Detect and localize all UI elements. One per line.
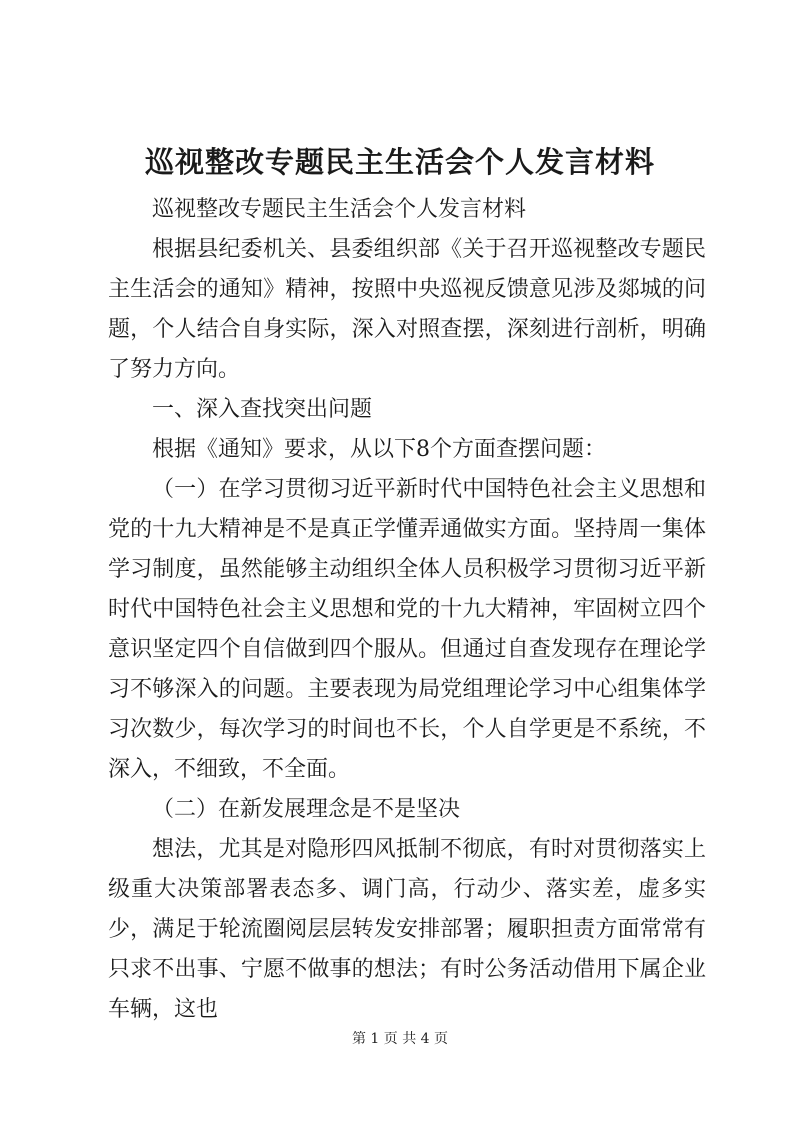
paragraph-item-2: （二）在新发展理念是不是坚决 — [152, 797, 461, 822]
paragraph-intro: 根据县纪委机关、县委组织部《关于召开巡视整改专题民主生活会的通知》精神，按照中央巡视反馈意见涉及郯城的问题，个人结合自身实际，深入对照查摆，深刻进行剖析，明确了努力方向。 — [108, 237, 706, 382]
page-number-footer: 第 1 页 共 4 页 — [351, 1031, 449, 1047]
document-body — [108, 190, 706, 1030]
document-title: 巡视整改专题民主生活会个人发言材料 — [144, 145, 655, 179]
paragraph-continuation: 想法，尤其是对隐形四风抵制不彻底，有时对贯彻落实上级重大决策部署表态多、调门高，行动少、落实差，虚多实少，满足于轮流圈阅层层转发安排部署；履职担责方面常常有只求不出事、宁愿不做事的想法；有时公务活动借用下属企业车辆，这也 — [108, 837, 706, 1022]
paragraph-requirement: 根据《通知》要求，从以下8个方面查摆问题： — [152, 437, 606, 462]
paragraph-subtitle: 巡视整改专题民主生活会个人发言材料 — [152, 197, 527, 222]
section-heading-1: 一、深入查找突出问题 — [152, 397, 373, 422]
paragraph-item-1: （一）在学习贯彻习近平新时代中国特色社会主义思想和党的十九大精神是不是真正学懂弄通做实方面。坚持周一集体学习制度，虽然能够主动组织全体人员积极学习贯彻习近平新时代中国特色社会主义思想和党的十九大精神，牢固树立四个意识坚定四个自信做到四个服从。但通过自查发现存在理论学习不够深入的问题。主要表现为局党组理论学习中心组集体学习次数少，每次学习的时间也不长，个人自学更是不系统，不深入，不细致，不全面。 — [108, 477, 706, 782]
